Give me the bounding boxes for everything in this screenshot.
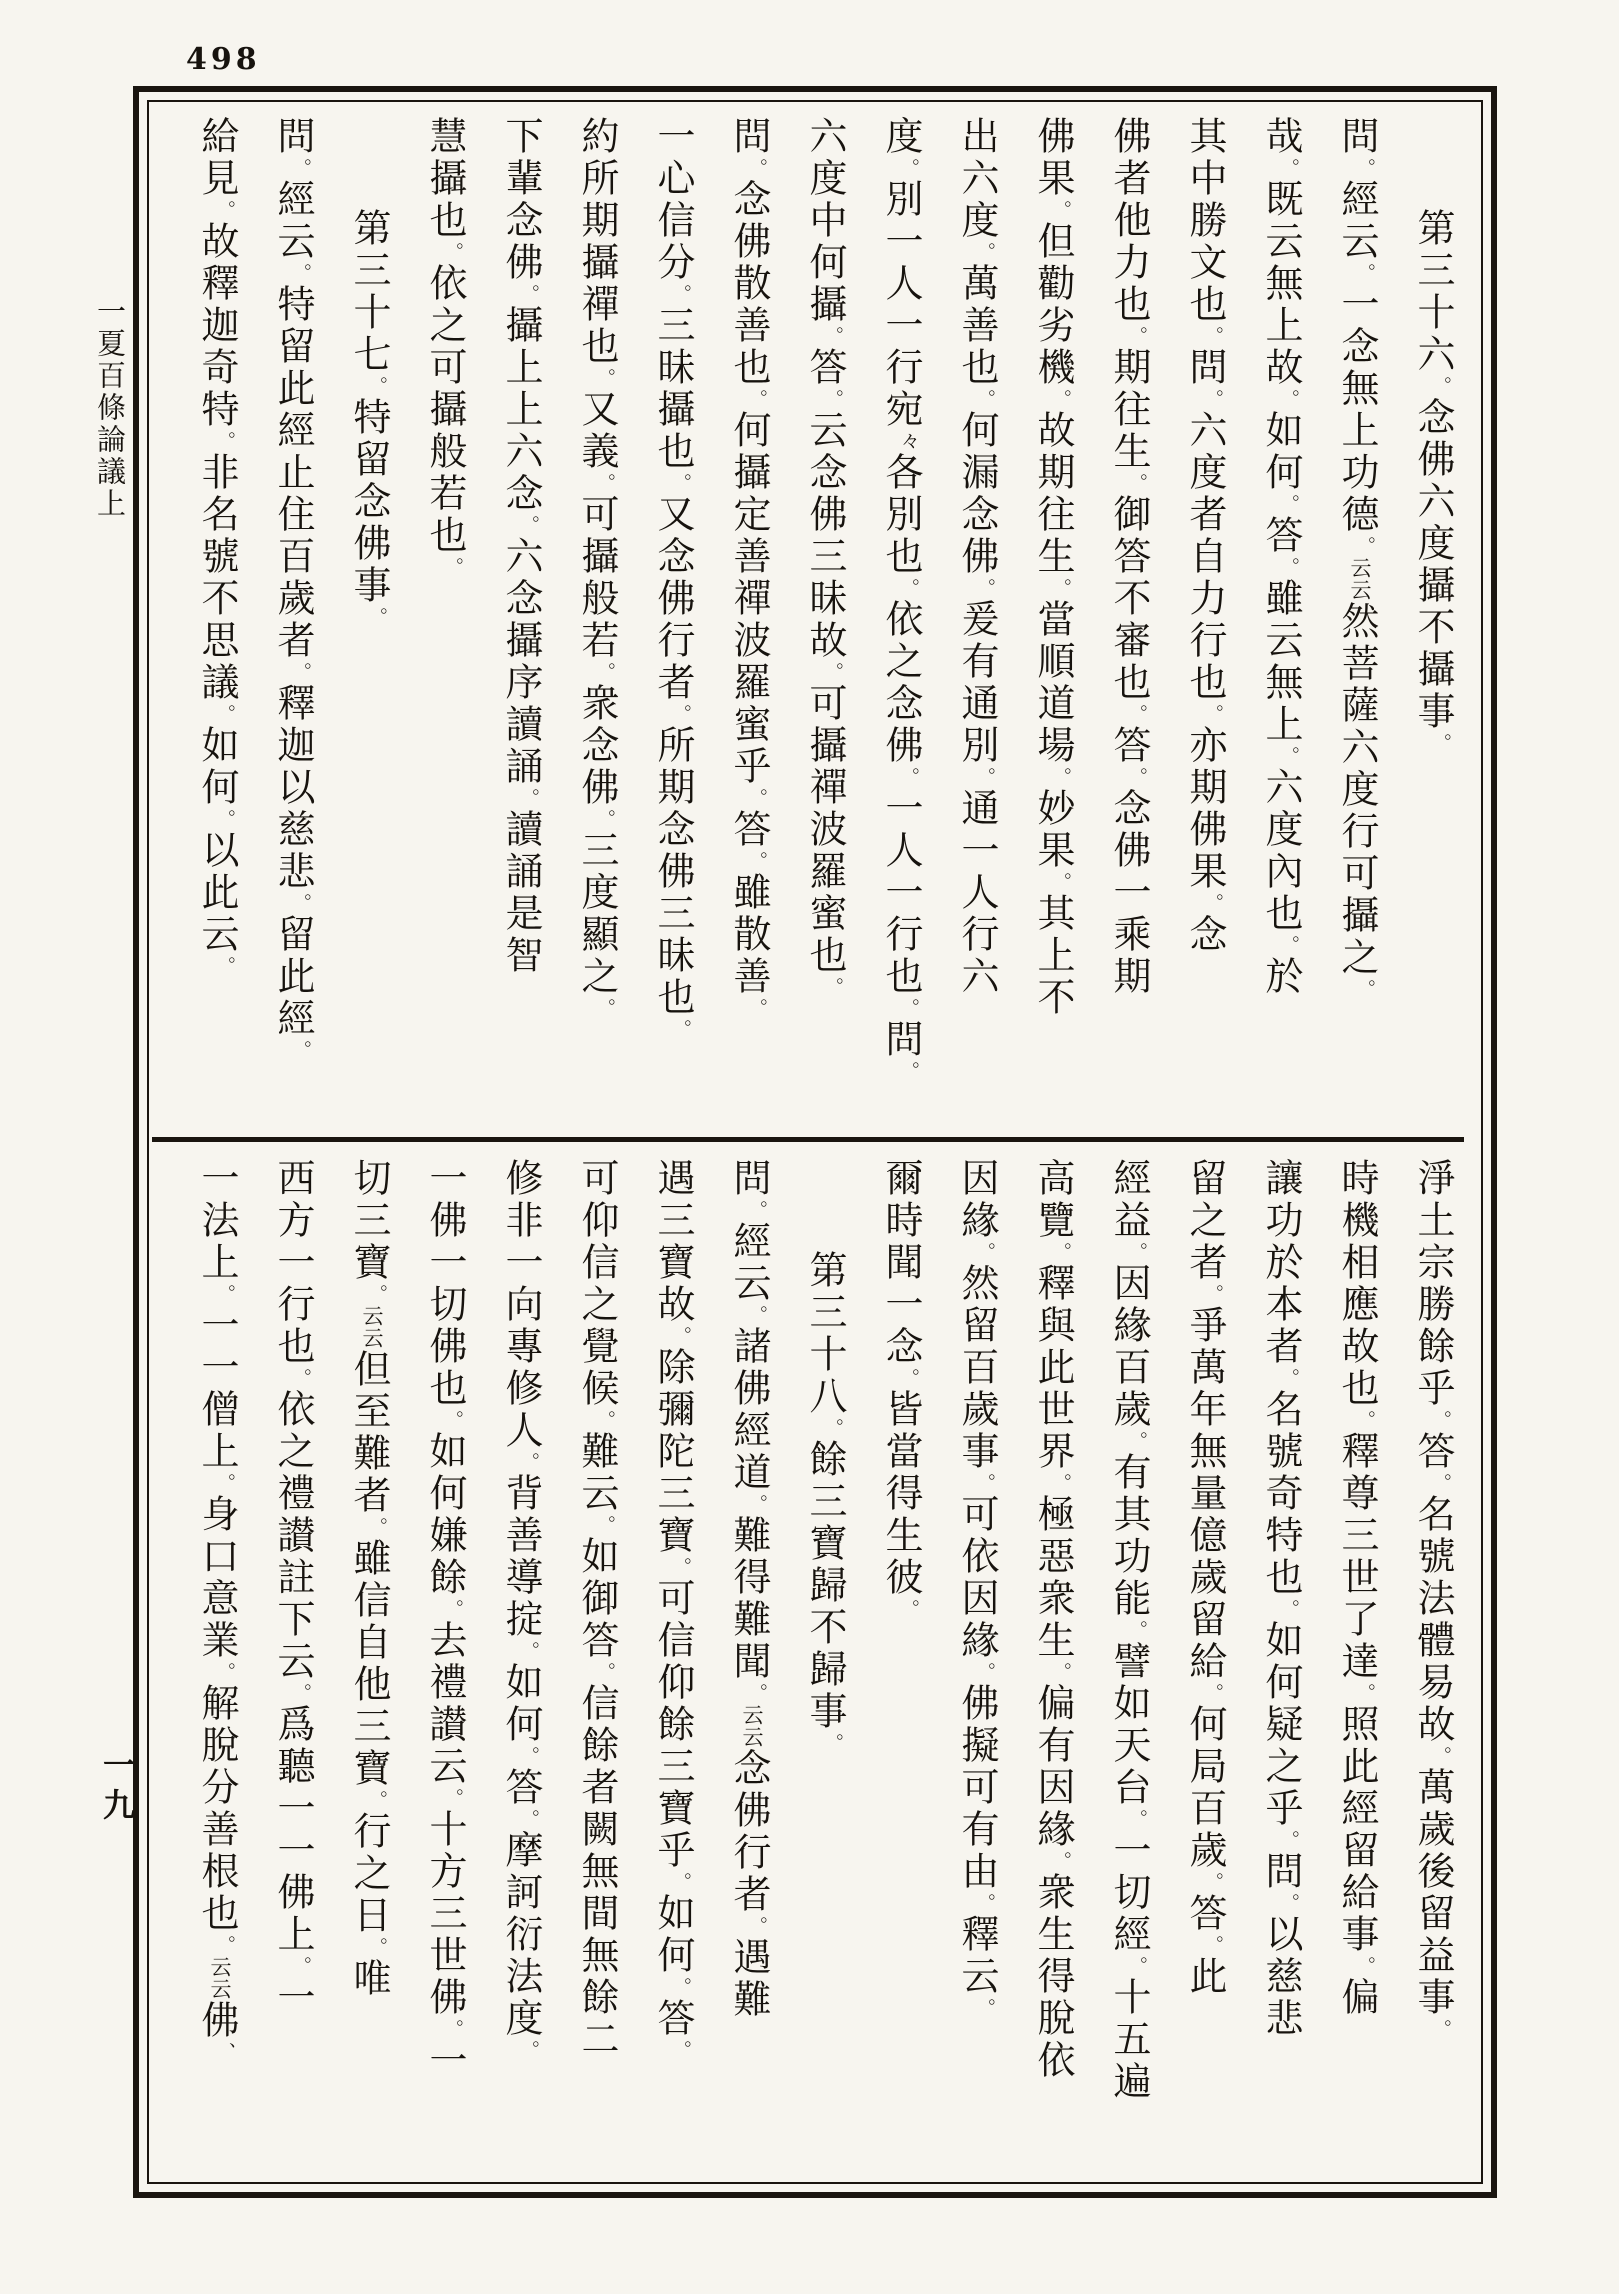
punctuation-mark: 。 (1126, 473, 1148, 494)
punctuation-mark: 。 (1430, 376, 1452, 397)
punctuation-mark: 。 (1050, 767, 1072, 788)
punctuation-mark: 。 (1430, 1746, 1452, 1767)
punctuation-mark: 。 (1430, 1410, 1452, 1431)
print-page-number: 498 (186, 42, 261, 77)
punctuation-mark: 。 (1126, 326, 1148, 347)
punctuation-mark: 。 (290, 893, 312, 914)
punctuation-mark: 。 (290, 1040, 312, 1061)
punctuation-mark: 。 (1354, 158, 1376, 179)
punctuation-mark: 。 (594, 1410, 616, 1431)
punctuation-mark: 。 (594, 662, 616, 683)
punctuation-mark: 。 (1202, 326, 1224, 347)
punctuation-mark: 。 (746, 1683, 768, 1704)
punctuation-mark: 。 (290, 662, 312, 683)
punctuation-mark: 。 (1126, 1956, 1148, 1977)
punctuation-mark: 。 (898, 1061, 920, 1082)
text-column: 佛果。但勸劣機。故期往生。當順道場。妙果。其上不 (1031, 116, 1075, 1019)
punctuation-mark: 。 (746, 1305, 768, 1326)
punctuation-mark: 。 (1050, 1242, 1072, 1263)
punctuation-mark: 。 (594, 473, 616, 494)
punctuation-mark: 。 (594, 1515, 616, 1536)
punctuation-mark: 。 (594, 809, 616, 830)
punctuation-mark: 。 (518, 515, 540, 536)
punctuation-mark: 。 (1050, 872, 1072, 893)
punctuation-mark: 。 (670, 1872, 692, 1893)
punctuation-mark: 。 (1126, 1620, 1148, 1641)
punctuation-mark: 。 (518, 1746, 540, 1767)
punctuation-mark: 。 (214, 200, 236, 221)
text-column: 留之者。爭萬年無量億歲留給。何局百歲。答。此 (1183, 1158, 1227, 1998)
punctuation-mark: 。 (1050, 1851, 1072, 1872)
text-column: 一佛一切佛也。如何嫌餘。去禮讃云。十方三世佛。一 (423, 1158, 467, 2082)
punctuation-mark: 。 (670, 1019, 692, 1040)
punctuation-mark: 。 (442, 1410, 464, 1431)
punctuation-mark: 。 (1050, 578, 1072, 599)
punctuation-mark: 。 (1050, 200, 1072, 221)
punctuation-mark: 。 (1430, 2019, 1452, 2040)
punctuation-mark: 。 (822, 1733, 844, 1754)
text-column: 第三十七。特留念佛事。 (347, 208, 391, 628)
text-column: 西方一行也。依之禮讃註下云。爲聽一一佛上。一 (271, 1158, 315, 2019)
small-annotation: 云云 (208, 1956, 232, 2000)
punctuation-mark: 。 (1126, 1242, 1148, 1263)
punctuation-mark: 。 (1202, 1872, 1224, 1893)
punctuation-mark: 。 (1278, 1599, 1300, 1620)
punctuation-mark: 。 (974, 1893, 996, 1914)
punctuation-mark: 。 (746, 389, 768, 410)
punctuation-mark: 々 (898, 431, 920, 452)
punctuation-mark: 。 (670, 704, 692, 725)
punctuation-mark: 。 (670, 1326, 692, 1347)
punctuation-mark: 。 (442, 2019, 464, 2040)
punctuation-mark: 。 (1354, 1683, 1376, 1704)
text-column: 度。別一人一行宛々各別也。依之念佛。一人一行也。問。 (879, 116, 923, 1082)
text-column: 下輩念佛。攝上上六念。六念攝序讀誦。讀誦是智 (499, 116, 543, 977)
punctuation-mark: 。 (1202, 1284, 1224, 1305)
punctuation-mark: 。 (1202, 893, 1224, 914)
punctuation-mark: 。 (974, 1662, 996, 1683)
punctuation-mark: 。 (974, 242, 996, 263)
text-column: 第三十八。餘三寶歸不歸事。 (803, 1250, 847, 1754)
punctuation-mark: 。 (1126, 1431, 1148, 1452)
punctuation-mark: 。 (1354, 263, 1376, 284)
punctuation-mark: 。 (214, 1662, 236, 1683)
punctuation-mark: 。 (974, 1998, 996, 2019)
punctuation-mark: 。 (1278, 389, 1300, 410)
punctuation-mark: 。 (366, 1937, 388, 1958)
text-column: 一法上。一一僧上。身口意業。解脫分善根也。云云佛、 (195, 1158, 239, 2063)
punctuation-mark: 。 (1050, 389, 1072, 410)
text-column: 問。經云。特留此經止住百歲者。釋迦以慈悲。留此經。 (271, 116, 315, 1061)
text-column: 出六度。萬善也。何漏念佛。爰有通別。通一人行六 (955, 116, 999, 998)
text-column: 遇三寶故。除彌陀三寶。可信仰餘三寶乎。如何。答。 (651, 1158, 695, 2061)
punctuation-mark: 。 (214, 1935, 236, 1956)
text-column: 問。經云。諸佛經道。難得難聞。云云念佛行者。遇難 (727, 1158, 771, 2021)
punctuation-mark: 。 (822, 1418, 844, 1439)
punctuation-mark: 。 (974, 1473, 996, 1494)
text-column: 時機相應故也。釋尊三世了達。照此經留給事。偏 (1335, 1158, 1379, 2019)
punctuation-mark: 。 (1354, 536, 1376, 557)
punctuation-mark: 。 (366, 1790, 388, 1811)
register-divider (152, 1137, 1464, 1142)
punctuation-mark: 。 (898, 1599, 920, 1620)
margin-title: 一夏百條論議上 (93, 296, 127, 520)
punctuation-mark: 。 (290, 158, 312, 179)
register-upper (172, 116, 1454, 1130)
punctuation-mark: 。 (1278, 557, 1300, 578)
punctuation-mark: 。 (670, 2040, 692, 2061)
punctuation-mark: 。 (1278, 1368, 1300, 1389)
text-column: 其中勝文也。問。六度者自力行也。亦期佛果。念 (1183, 116, 1227, 956)
punctuation-mark: 。 (1278, 494, 1300, 515)
punctuation-mark: 。 (746, 851, 768, 872)
text-column: 第三十六。念佛六度攝不攝事。 (1411, 208, 1455, 754)
punctuation-mark: 。 (822, 389, 844, 410)
punctuation-mark: 。 (290, 263, 312, 284)
punctuation-mark: 。 (1126, 704, 1148, 725)
punctuation-mark: 。 (290, 1956, 312, 1977)
text-column: 淨土宗勝餘乎。答。名號法體易故。萬歲後留益事。 (1411, 1158, 1455, 2040)
punctuation-mark: 。 (974, 1242, 996, 1263)
punctuation-mark: 。 (1050, 1473, 1072, 1494)
punctuation-mark: 。 (366, 607, 388, 628)
punctuation-mark: 。 (1050, 1662, 1072, 1683)
punctuation-mark: 。 (822, 662, 844, 683)
text-column: 切三寶。云云但至難者。雖信自他三寶。行之日。唯 (347, 1158, 391, 2000)
punctuation-mark: 。 (594, 998, 616, 1019)
punctuation-mark: 。 (746, 1494, 768, 1515)
punctuation-mark: 。 (898, 158, 920, 179)
punctuation-mark: 。 (822, 977, 844, 998)
punctuation-mark: 。 (898, 1368, 920, 1389)
text-column: 經益。因緣百歲。有其功能。譬如天台。一切經。十五遍 (1107, 1158, 1151, 2103)
punctuation-mark: 。 (518, 788, 540, 809)
text-column: 讓功於本者。名號奇特也。如何疑之乎。問。以慈悲 (1259, 1158, 1303, 2040)
text-column: 佛者他力也。期往生。御答不審也。答。念佛一乘期 (1107, 116, 1151, 998)
punctuation-mark: 。 (822, 326, 844, 347)
punctuation-mark: 。 (974, 578, 996, 599)
punctuation-mark: 。 (1202, 389, 1224, 410)
punctuation-mark: 。 (1126, 767, 1148, 788)
punctuation-mark: 。 (974, 767, 996, 788)
punctuation-mark: 。 (518, 1452, 540, 1473)
text-column: 六度中何攝。答。云念佛三昧故。可攝禪波羅蜜也。 (803, 116, 847, 998)
text-column: 約所期攝禪也。又義。可攝般若。衆念佛。三度顯之。 (575, 116, 619, 1019)
text-column: 爾時聞一念。皆當得生彼。 (879, 1158, 923, 1620)
punctuation-mark: 。 (1202, 1935, 1224, 1956)
punctuation-mark: 。 (594, 1662, 616, 1683)
punctuation-mark: 。 (898, 578, 920, 599)
small-annotation: 云云 (740, 1704, 764, 1748)
punctuation-mark: 。 (746, 1916, 768, 1937)
punctuation-mark: 。 (518, 1809, 540, 1830)
punctuation-mark: 。 (518, 284, 540, 305)
text-column: 給見。故釋迦奇特。非名號不思議。如何。以此云。 (195, 116, 239, 977)
punctuation-mark: 。 (214, 1284, 236, 1305)
text-column: 高覽。釋與此世界。極惡衆生。偏有因緣。衆生得脫依 (1031, 1158, 1075, 2082)
punctuation-mark: 。 (1202, 1683, 1224, 1704)
register-lower (172, 1158, 1454, 2166)
punctuation-mark: 。 (670, 284, 692, 305)
punctuation-mark: 。 (1354, 1410, 1376, 1431)
punctuation-mark: 。 (1354, 979, 1376, 1000)
punctuation-mark: 。 (518, 2040, 540, 2061)
punctuation-mark: 。 (1430, 1473, 1452, 1494)
punctuation-mark: 。 (442, 242, 464, 263)
punctuation-mark: 。 (670, 1977, 692, 1998)
punctuation-mark: 。 (1354, 1956, 1376, 1977)
text-column: 一心信分。三昧攝也。又念佛行者。所期念佛三昧也。 (651, 116, 695, 1040)
punctuation-mark: 。 (746, 788, 768, 809)
punctuation-mark: 。 (214, 704, 236, 725)
punctuation-mark: 。 (898, 767, 920, 788)
text-column: 可仰信之覺候。難云。如御答。信餘者闕無間無餘二 (575, 1158, 619, 2061)
punctuation-mark: 。 (898, 998, 920, 1019)
punctuation-mark: 。 (214, 809, 236, 830)
small-annotation: 云云 (1348, 557, 1372, 601)
punctuation-mark: 。 (214, 1473, 236, 1494)
punctuation-mark: 。 (594, 368, 616, 389)
text-column: 因緣。然留百歲事。可依因緣。佛擬可有由。釋云。 (955, 1158, 999, 2019)
punctuation-mark: 。 (366, 1517, 388, 1538)
punctuation-mark: 。 (442, 557, 464, 578)
punctuation-mark: 。 (670, 1557, 692, 1578)
punctuation-mark: 。 (1430, 733, 1452, 754)
punctuation-mark: 。 (670, 473, 692, 494)
punctuation-mark: 。 (746, 158, 768, 179)
punctuation-mark: 。 (746, 998, 768, 1019)
punctuation-mark: 。 (974, 389, 996, 410)
punctuation-mark: 。 (1278, 158, 1300, 179)
folio-number: 一九 (98, 1748, 136, 1828)
text-column: 慧攝也。依之可攝般若也。 (423, 116, 467, 578)
punctuation-mark: 。 (442, 1599, 464, 1620)
punctuation-mark: 。 (1278, 1893, 1300, 1914)
punctuation-mark: 、 (214, 2042, 236, 2063)
punctuation-mark: 。 (366, 376, 388, 397)
punctuation-mark: 。 (1278, 746, 1300, 767)
punctuation-mark: 。 (1278, 935, 1300, 956)
punctuation-mark: 。 (290, 1683, 312, 1704)
punctuation-mark: 。 (518, 1641, 540, 1662)
small-annotation: 云云 (360, 1305, 384, 1349)
punctuation-mark: 。 (442, 1788, 464, 1809)
text-column: 修非一向專修人。背善導掟。如何。答。摩訶衍法度。 (499, 1158, 543, 2061)
punctuation-mark: 。 (214, 956, 236, 977)
punctuation-mark: 。 (366, 1284, 388, 1305)
punctuation-mark: 。 (214, 431, 236, 452)
punctuation-mark: 。 (1278, 1830, 1300, 1851)
punctuation-mark: 。 (746, 1200, 768, 1221)
punctuation-mark: 。 (290, 1368, 312, 1389)
text-column: 問。經云。一念無上功德。云云然菩薩六度行可攝之。 (1335, 116, 1379, 1000)
text-column: 哉。既云無上故。如何。答。雖云無上。六度內也。於 (1259, 116, 1303, 998)
punctuation-mark: 。 (1202, 704, 1224, 725)
text-column: 問。念佛散善也。何攝定善禪波羅蜜乎。答。雖散善。 (727, 116, 771, 1019)
punctuation-mark: 。 (1126, 1809, 1148, 1830)
